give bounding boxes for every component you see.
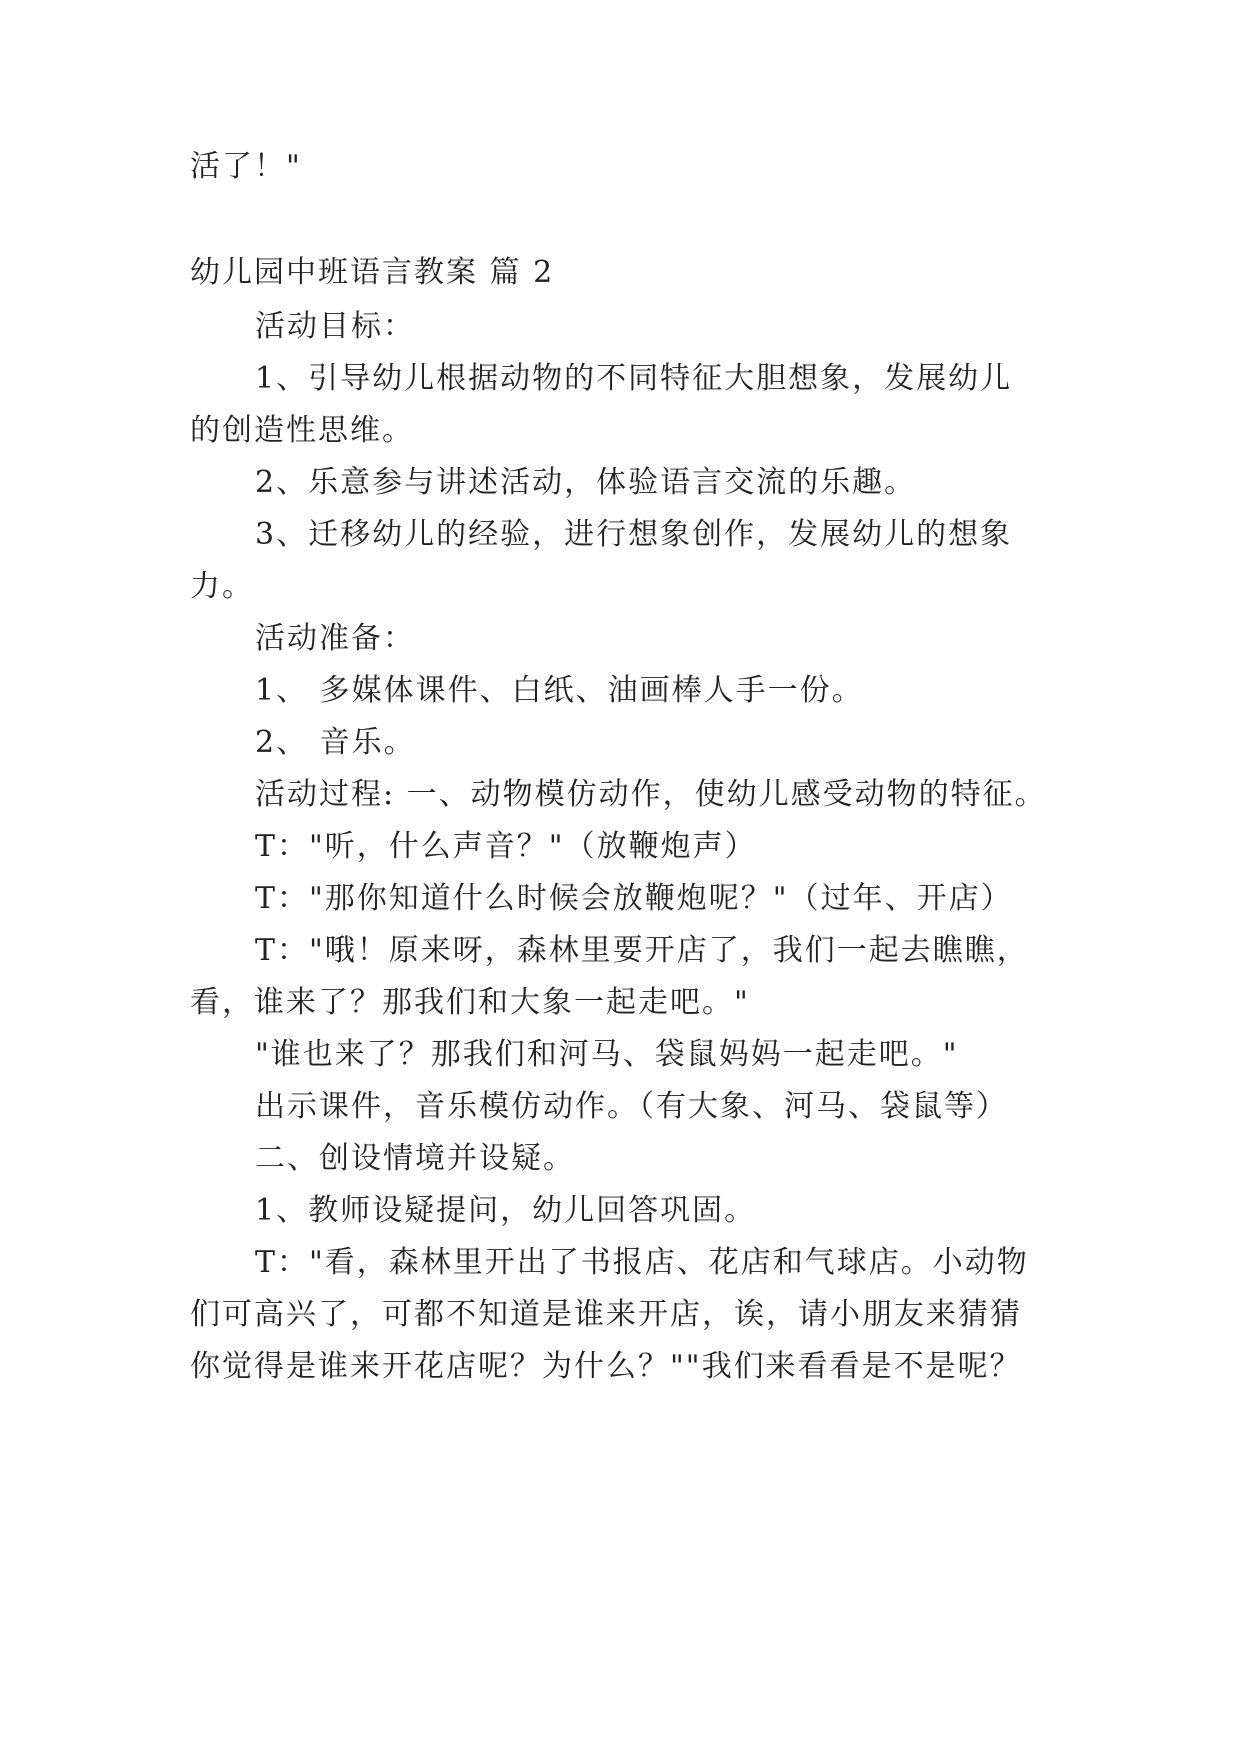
text-line: T："哦！原来呀，森林里要开店了，我们一起去瞧瞧，: [255, 933, 1029, 968]
text-line: 1、 多媒体课件、白纸、油画棒人手一份。: [255, 673, 864, 708]
text-line: 2、乐意参与讲述活动，体验语言交流的乐趣。: [255, 465, 917, 500]
text-line: T："听，什么声音？"（放鞭炮声）: [255, 829, 757, 864]
text-line: 二、创设情境并设疑。: [255, 1141, 575, 1176]
text-line: 力。: [190, 569, 254, 604]
text-line: 活动准备：: [255, 621, 415, 656]
text-line: T："那你知道什么时候会放鞭炮呢？"（过年、开店）: [255, 881, 1013, 916]
text-line: 1、引导幼儿根据动物的不同特征大胆想象，发展幼儿: [255, 361, 1013, 396]
text-line: 1、教师设疑提问，幼儿回答巩固。: [255, 1193, 757, 1228]
text-line: 3、迁移幼儿的经验，进行想象创作，发展幼儿的想象: [255, 517, 1013, 552]
text-line: "谁也来了？那我们和河马、袋鼠妈妈一起走吧。": [255, 1037, 959, 1072]
text-line: T："看，森林里开出了书报店、花店和气球店。小动物: [255, 1245, 1029, 1280]
text-line: 看，谁来了？那我们和大象一起走吧。": [190, 985, 750, 1020]
text-line: 活了！": [190, 149, 302, 184]
text-line: 你觉得是谁来开花店呢？为什么？""我们来看看是不是呢？: [190, 1349, 1022, 1384]
text-line: 2、 音乐。: [255, 725, 416, 760]
text-line: 出示课件，音乐模仿动作。（有大象、河马、袋鼠等）: [255, 1089, 1008, 1124]
text-line: 活动目标：: [255, 309, 415, 344]
section-heading: 幼儿园中班语言教案 篇 2: [190, 255, 555, 290]
text-line: 的创造性思维。: [190, 413, 414, 448]
text-line: 们可高兴了，可都不知道是谁来开店，诶，请小朋友来猜猜: [190, 1297, 1022, 1332]
text-line: 活动过程: 一、动物模仿动作，使幼儿感受动物的特征。: [255, 777, 1047, 812]
